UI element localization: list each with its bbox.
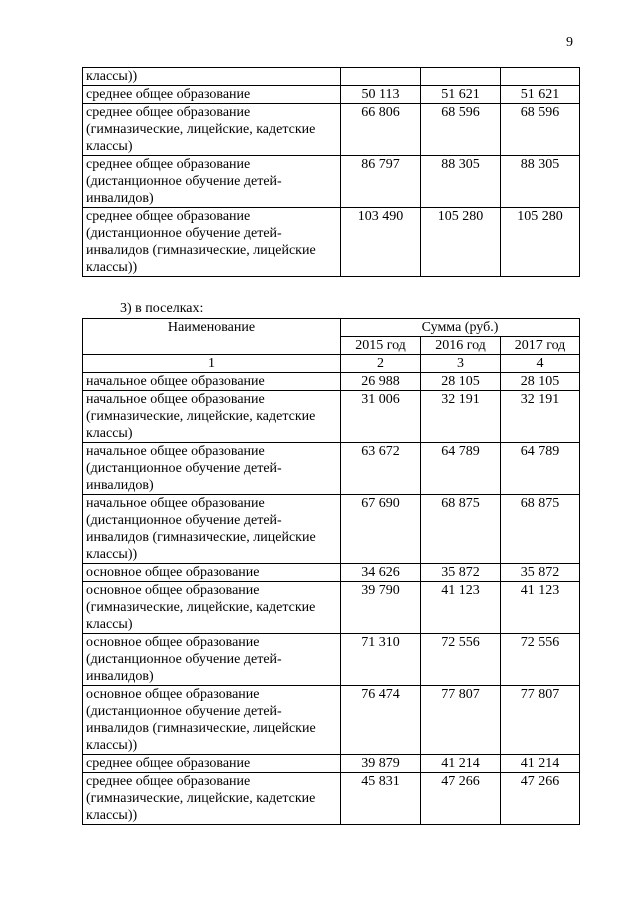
table-row bbox=[83, 582, 580, 634]
table2-body bbox=[83, 373, 580, 825]
value-2016-cell: 105 280 bbox=[421, 208, 501, 277]
value-2017-cell: 41 123 bbox=[501, 582, 580, 634]
row-name-cell: начальное общее образование (гимназические, лицейские, кадетские классы) bbox=[83, 391, 341, 443]
value-2017-cell: 88 305 bbox=[501, 156, 580, 208]
table-row bbox=[83, 755, 580, 773]
value-2016-cell: 41 214 bbox=[421, 755, 501, 773]
row-name-cell: начальное общее образование bbox=[83, 373, 341, 391]
row-name-cell: среднее общее образование bbox=[83, 755, 341, 773]
value-2015-cell: 34 626 bbox=[341, 564, 421, 582]
value-2015-cell: 66 806 bbox=[341, 104, 421, 156]
value-2016-cell: 47 266 bbox=[421, 773, 501, 825]
value-2015-cell: 67 690 bbox=[341, 495, 421, 564]
value-2017-cell: 47 266 bbox=[501, 773, 580, 825]
table-row bbox=[83, 443, 580, 495]
table-row bbox=[83, 208, 580, 277]
value-2017-cell: 72 556 bbox=[501, 634, 580, 686]
cost-table-settlements bbox=[82, 318, 580, 825]
value-2015-cell: 50 113 bbox=[341, 86, 421, 104]
value-2016-cell: 28 105 bbox=[421, 373, 501, 391]
header-year-2017: 2017 год bbox=[501, 337, 580, 355]
column-numbers-row bbox=[83, 355, 580, 373]
value-2016-cell: 41 123 bbox=[421, 582, 501, 634]
table-row bbox=[83, 564, 580, 582]
value-2016-cell: 68 596 bbox=[421, 104, 501, 156]
row-name-cell: среднее общее образование (гимназические, лицейские, кадетские классы)) bbox=[83, 773, 341, 825]
table-row bbox=[83, 495, 580, 564]
table-row bbox=[83, 104, 580, 156]
table-row bbox=[83, 373, 580, 391]
table-row bbox=[83, 156, 580, 208]
header-row bbox=[83, 319, 580, 337]
header-year-2016: 2016 год bbox=[421, 337, 501, 355]
col-number: 1 bbox=[83, 355, 341, 373]
value-2017-cell: 68 875 bbox=[501, 495, 580, 564]
value-2015-cell: 103 490 bbox=[341, 208, 421, 277]
row-name-cell: начальное общее образование (дистанционное обучение детей-инвалидов (гимназические, лицейские классы)) bbox=[83, 495, 341, 564]
value-2016-cell: 68 875 bbox=[421, 495, 501, 564]
table-row bbox=[83, 68, 580, 86]
value-2015-cell: 45 831 bbox=[341, 773, 421, 825]
row-name-cell: среднее общее образование bbox=[83, 86, 341, 104]
value-2017-cell: 64 789 bbox=[501, 443, 580, 495]
table-row bbox=[83, 391, 580, 443]
value-2017-cell: 28 105 bbox=[501, 373, 580, 391]
table-row bbox=[83, 634, 580, 686]
value-2017-cell: 35 872 bbox=[501, 564, 580, 582]
value-2015-cell: 63 672 bbox=[341, 443, 421, 495]
row-name-cell: основное общее образование (дистанционное обучение детей-инвалидов (гимназические, лицейские классы)) bbox=[83, 686, 341, 755]
cost-table-continued bbox=[82, 67, 580, 277]
value-2015-cell: 31 006 bbox=[341, 391, 421, 443]
value-2015-cell: 39 790 bbox=[341, 582, 421, 634]
header-sum: Сумма (руб.) bbox=[341, 319, 580, 337]
value-2016-cell bbox=[421, 68, 501, 86]
page-number: 9 bbox=[566, 35, 573, 50]
value-2017-cell: 77 807 bbox=[501, 686, 580, 755]
row-name-cell: среднее общее образование (гимназические, лицейские, кадетские классы) bbox=[83, 104, 341, 156]
header-year-2015: 2015 год bbox=[341, 337, 421, 355]
value-2017-cell: 68 596 bbox=[501, 104, 580, 156]
table-row bbox=[83, 773, 580, 825]
value-2016-cell: 77 807 bbox=[421, 686, 501, 755]
value-2015-cell: 71 310 bbox=[341, 634, 421, 686]
row-name-cell: основное общее образование bbox=[83, 564, 341, 582]
row-name-cell: среднее общее образование (дистанционное обучение детей-инвалидов) bbox=[83, 156, 341, 208]
row-name-cell: основное общее образование (гимназические, лицейские, кадетские классы) bbox=[83, 582, 341, 634]
section-caption: 3) в поселках: bbox=[120, 301, 204, 316]
table-row bbox=[83, 686, 580, 755]
value-2017-cell: 105 280 bbox=[501, 208, 580, 277]
value-2016-cell: 72 556 bbox=[421, 634, 501, 686]
value-2015-cell: 39 879 bbox=[341, 755, 421, 773]
row-name-cell: среднее общее образование (дистанционное обучение детей-инвалидов (гимназические, лицейские классы)) bbox=[83, 208, 341, 277]
value-2016-cell: 35 872 bbox=[421, 564, 501, 582]
row-name-cell: классы)) bbox=[83, 68, 341, 86]
row-name-cell: начальное общее образование (дистанционное обучение детей-инвалидов) bbox=[83, 443, 341, 495]
value-2017-cell: 32 191 bbox=[501, 391, 580, 443]
value-2015-cell: 76 474 bbox=[341, 686, 421, 755]
row-name-cell: основное общее образование (дистанционное обучение детей-инвалидов) bbox=[83, 634, 341, 686]
table-row bbox=[83, 86, 580, 104]
value-2017-cell: 41 214 bbox=[501, 755, 580, 773]
value-2015-cell: 86 797 bbox=[341, 156, 421, 208]
col-number: 2 bbox=[341, 355, 421, 373]
value-2017-cell bbox=[501, 68, 580, 86]
value-2016-cell: 88 305 bbox=[421, 156, 501, 208]
col-number: 4 bbox=[501, 355, 580, 373]
value-2016-cell: 64 789 bbox=[421, 443, 501, 495]
value-2015-cell bbox=[341, 68, 421, 86]
header-name: Наименование bbox=[83, 319, 341, 355]
value-2016-cell: 51 621 bbox=[421, 86, 501, 104]
value-2016-cell: 32 191 bbox=[421, 391, 501, 443]
table1-body bbox=[83, 68, 580, 277]
value-2015-cell: 26 988 bbox=[341, 373, 421, 391]
col-number: 3 bbox=[421, 355, 501, 373]
value-2017-cell: 51 621 bbox=[501, 86, 580, 104]
